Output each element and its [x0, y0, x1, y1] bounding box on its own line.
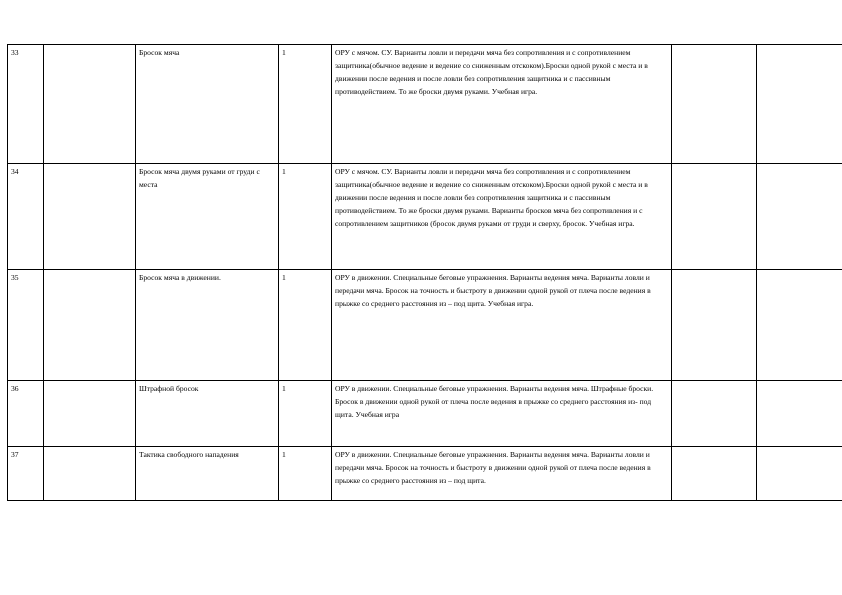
- lesson-extra-cell: [757, 447, 842, 501]
- lesson-date-cell: [44, 381, 136, 447]
- lesson-date-cell: [44, 447, 136, 501]
- table-row: [8, 45, 842, 164]
- lesson-content: ОРУ в движении. Специальные беговые упражнения. Варианты ведения мяча. Варианты ловли и передачи мяча. Бросок на точность и быстроту в движении одной рукой от плеча после ведения в прыжке со среднего расстояния из – под щита. Учебная игра.: [332, 270, 672, 381]
- table-row: [8, 164, 842, 270]
- lesson-content: ОРУ с мячом. СУ. Варианты ловли и передачи мяча без сопротивления и с сопротивлением защитника(обычное ведение и ведение со сниженным отскоком).Броски одной рукой с места и в движении после ведения и после ловли без сопротивления защитника и с пассивным противодействием. То же броски двумя руками. Варианты бросков мяча без сопротивления и с сопротивлением защитников (бросок двумя руками от груди и сверху, бросок. Учебная игра.: [332, 164, 672, 270]
- lesson-content: ОРУ с мячом. СУ. Варианты ловли и передачи мяча без сопротивления и с сопротивлением защитника(обычное ведение и ведение со сниженным отскоком).Броски одной рукой с места и в движении после ведения и после ловли без сопротивления защитника и с пассивным противодействием. То же броски двумя руками. Учебная игра.: [332, 45, 672, 164]
- lesson-extra-cell: [757, 45, 842, 164]
- lesson-number: 36: [8, 381, 44, 447]
- lesson-extra-cell: [757, 381, 842, 447]
- lesson-number: 37: [8, 447, 44, 501]
- lesson-extra-cell: [757, 164, 842, 270]
- lesson-hours: 1: [279, 270, 332, 381]
- lesson-extra-cell: [672, 381, 757, 447]
- lesson-hours: 1: [279, 164, 332, 270]
- lesson-content: ОРУ в движении. Специальные беговые упражнения. Варианты ведения мяча. Варианты ловли и передачи мяча. Бросок на точность и быстроту в движении одной рукой от плеча после ведения в прыжке со среднего расстояния из – под щита.: [332, 447, 672, 501]
- lesson-extra-cell: [757, 270, 842, 381]
- lesson-hours: 1: [279, 45, 332, 164]
- lesson-extra-cell: [672, 164, 757, 270]
- lesson-number: 35: [8, 270, 44, 381]
- lesson-date-cell: [44, 270, 136, 381]
- lesson-topic: Тактика свободного нападения: [136, 447, 279, 501]
- lesson-hours: 1: [279, 447, 332, 501]
- lesson-topic: Бросок мяча двумя руками от груди с места: [136, 164, 279, 270]
- lesson-extra-cell: [672, 270, 757, 381]
- table-row: [8, 381, 842, 447]
- lesson-number: 34: [8, 164, 44, 270]
- lesson-topic: Бросок мяча в движении.: [136, 270, 279, 381]
- lesson-topic: Бросок мяча: [136, 45, 279, 164]
- lesson-extra-cell: [672, 45, 757, 164]
- table-row: [8, 447, 842, 501]
- lesson-content: ОРУ в движении. Специальные беговые упражнения. Варианты ведения мяча. Штрафные броски. Бросок в движении одной рукой от плеча после ведения в прыжке со среднего расстояния из- под щита. Учебная игра: [332, 381, 672, 447]
- lesson-hours: 1: [279, 381, 332, 447]
- lesson-topic: Штрафной бросок: [136, 381, 279, 447]
- lesson-date-cell: [44, 45, 136, 164]
- table-row: [8, 270, 842, 381]
- lesson-date-cell: [44, 164, 136, 270]
- lesson-number: 33: [8, 45, 44, 164]
- lesson-extra-cell: [672, 447, 757, 501]
- lesson-plan-table: [7, 44, 842, 501]
